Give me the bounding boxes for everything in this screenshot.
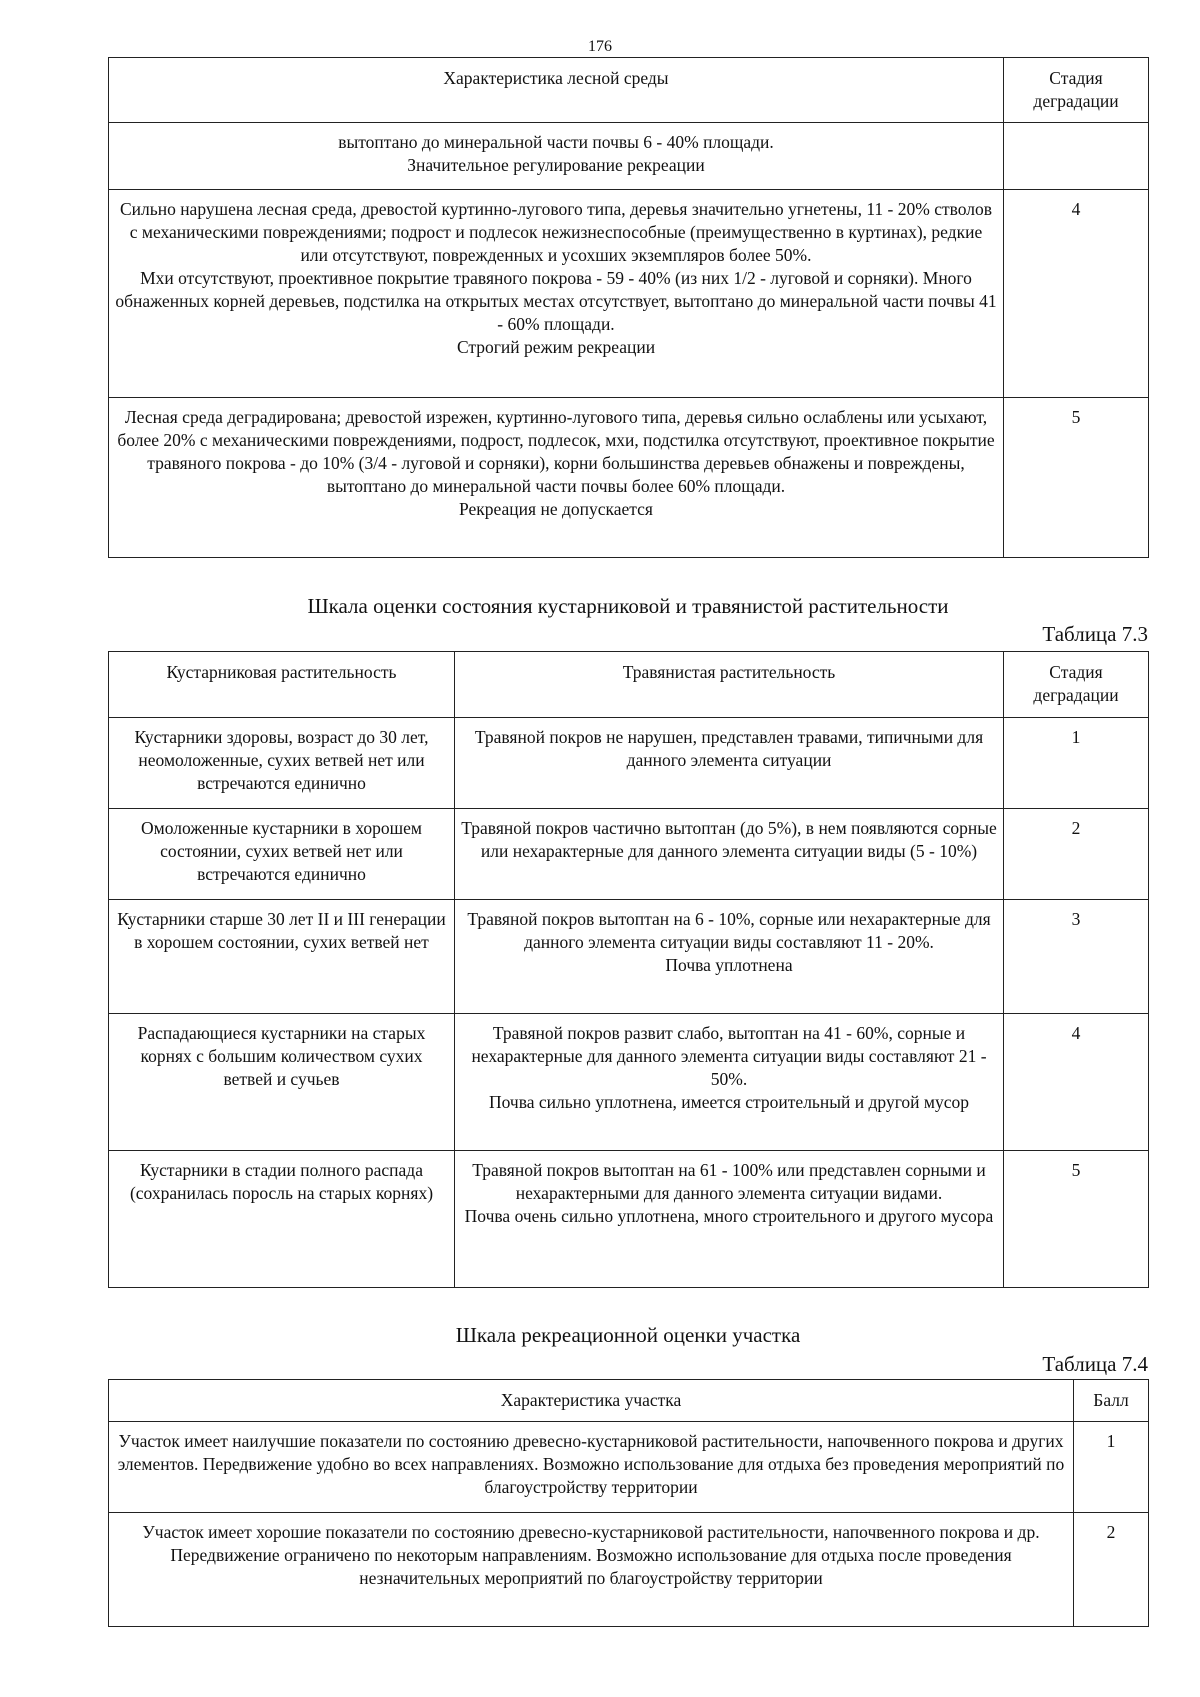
header-grass: Травянистая растительность	[455, 652, 1004, 718]
paragraph: Травяной покров развит слабо, вытоптан на 41 - 60%, сорные и нехарактерные для данного элемента ситуации виды составляют 21 - 50%.	[471, 1023, 987, 1089]
shrub-cell: Омоложенные кустарники в хорошем состоянии, сухих ветвей нет или встречаются единично	[109, 809, 455, 900]
stage-cell: 2	[1004, 809, 1149, 900]
paragraph: Травяной покров вытоптан на 6 - 10%, сорные или нехарактерные для данного элемента ситуации виды составляют 11 - 20%.	[467, 909, 991, 952]
grass-cell	[455, 900, 1004, 1014]
shrub-cell: Кустарники здоровы, возраст до 30 лет, неомоложенные, сухих ветвей нет или встречаются единично	[109, 718, 455, 809]
stage-cell: 3	[1004, 900, 1149, 1014]
table-row	[109, 809, 1149, 900]
characteristic-cell	[109, 190, 1004, 398]
table-row	[109, 1422, 1149, 1513]
header-site-characteristic: Характеристика участка	[109, 1380, 1074, 1422]
characteristic-cell	[109, 1513, 1074, 1627]
grass-cell	[455, 1151, 1004, 1288]
paragraph: Травяной покров частично вытоптан (до 5%), в нем появляются сорные или нехарактерные для данного элемента ситуации виды (5 - 10%)	[461, 818, 997, 861]
table-row	[109, 1513, 1149, 1627]
paragraph: Почва уплотнена	[665, 955, 793, 975]
stage-cell: 4	[1004, 1014, 1149, 1151]
shrub-cell: Кустарники старше 30 лет II и III генерации в хорошем состоянии, сухих ветвей нет	[109, 900, 455, 1014]
table-row	[109, 123, 1149, 190]
header-shrub: Кустарниковая растительность	[109, 652, 455, 718]
stage-cell: 5	[1004, 398, 1149, 558]
forest-environment-table	[108, 57, 1149, 558]
paragraph: Передвижение ограничено по некоторым направлениям. Возможно использование для отдыха после проведения незначительных мероприятий по благоустройству территории	[170, 1545, 1012, 1588]
table-row	[109, 1151, 1149, 1288]
table-caption: Шкала рекреационной оценки участка	[455, 1323, 801, 1347]
table-caption: Шкала оценки состояния кустарниковой и травянистой растительности	[307, 594, 949, 618]
header-degradation-stage: Стадия деградации	[1004, 58, 1149, 123]
paragraph: вытоптано до минеральной части почвы 6 - 40% площади.	[338, 132, 774, 152]
table-row	[109, 718, 1149, 809]
table-header-row	[109, 58, 1149, 123]
paragraph: Строгий режим рекреации	[456, 337, 656, 357]
paragraph: Травяной покров вытоптан на 61 - 100% или представлен сорными и нехарактерными для данного элемента ситуации видами.	[472, 1160, 986, 1203]
paragraph: Сильно нарушена лесная среда, древостой куртинно-лугового типа, деревья значительно угнетены, 11 - 20% стволов с механическими повреждениями; подрост и подлесок нежизнеспособные (преимущественно в куртинах), редкие или отсутствуют, поврежденных и усохших экземпляров более 50%.	[119, 199, 993, 265]
grass-cell	[455, 809, 1004, 900]
grass-cell	[455, 718, 1004, 809]
paragraph: Травяной покров не нарушен, представлен травами, типичными для данного элемента ситуации	[474, 727, 984, 770]
paragraph: Значительное регулирование рекреации	[407, 155, 705, 175]
table-row	[109, 1014, 1149, 1151]
page-number: 176	[588, 38, 612, 55]
score-cell: 2	[1074, 1513, 1149, 1627]
paragraph: Участок имеет хорошие показатели по состоянию древесно-кустарниковой растительности, напочвенного покрова и др.	[142, 1522, 1040, 1542]
paragraph: Лесная среда деградирована; древостой изрежен, куртинно-лугового типа, деревья сильно ослаблены или усыхают, более 20% с механическими повреждениями, подрост, подлесок, мхи, подстилка отсутствуют, проективное покрытие травяного покрова - до 10% (3/4 - луговой и сорняки), корни большинства деревьев обнажены и повреждены, вытоптано до минеральной части почвы более 60% площади.	[117, 407, 995, 496]
table-row	[109, 190, 1149, 398]
shrub-cell: Кустарники в стадии полного распада (сохранилась поросль на старых корнях)	[109, 1151, 455, 1288]
site-recreation-table	[108, 1379, 1149, 1627]
characteristic-cell	[109, 398, 1004, 558]
table-label: Таблица 7.4	[1042, 1352, 1148, 1376]
header-forest-characteristic: Характеристика лесной среды	[109, 58, 1004, 123]
stage-cell	[1004, 123, 1149, 190]
table-row	[109, 900, 1149, 1014]
shrub-cell: Распадающиеся кустарники на старых корнях с большим количеством сухих ветвей и сучьев	[109, 1014, 455, 1151]
grass-cell	[455, 1014, 1004, 1151]
paragraph: Почва сильно уплотнена, имеется строительный и другой мусор	[488, 1092, 970, 1112]
paragraph: Мхи отсутствуют, проективное покрытие травяного покрова - 59 - 40% (из них 1/2 - луговой и сорняки). Много обнаженных корней деревьев, подстилка на открытых местах отсутствует, вытоптано до минеральной части почвы 41 - 60% площади.	[115, 268, 997, 334]
table-header-row	[109, 652, 1149, 718]
table-header-row	[109, 1380, 1149, 1422]
header-degradation-stage: Стадия деградации	[1004, 652, 1149, 718]
shrub-grass-table	[108, 651, 1149, 1288]
stage-cell: 4	[1004, 190, 1149, 398]
stage-cell: 5	[1004, 1151, 1149, 1288]
score-cell: 1	[1074, 1422, 1149, 1513]
table-row	[109, 398, 1149, 558]
characteristic-cell	[109, 123, 1004, 190]
paragraph: Участок имеет наилучшие показатели по состоянию древесно-кустарниковой растительности, напочвенного покрова и других элементов. Передвижение удобно во всех направлениях. Возможно использование для отдыха без проведения мероприятий по благоустройству территории	[117, 1431, 1065, 1497]
characteristic-cell	[109, 1422, 1074, 1513]
table-label: Таблица 7.3	[1042, 622, 1148, 646]
paragraph: Почва очень сильно уплотнена, много строительного и другого мусора	[464, 1206, 994, 1226]
stage-cell: 1	[1004, 718, 1149, 809]
header-score: Балл	[1074, 1380, 1149, 1422]
paragraph: Рекреация не допускается	[459, 499, 653, 519]
